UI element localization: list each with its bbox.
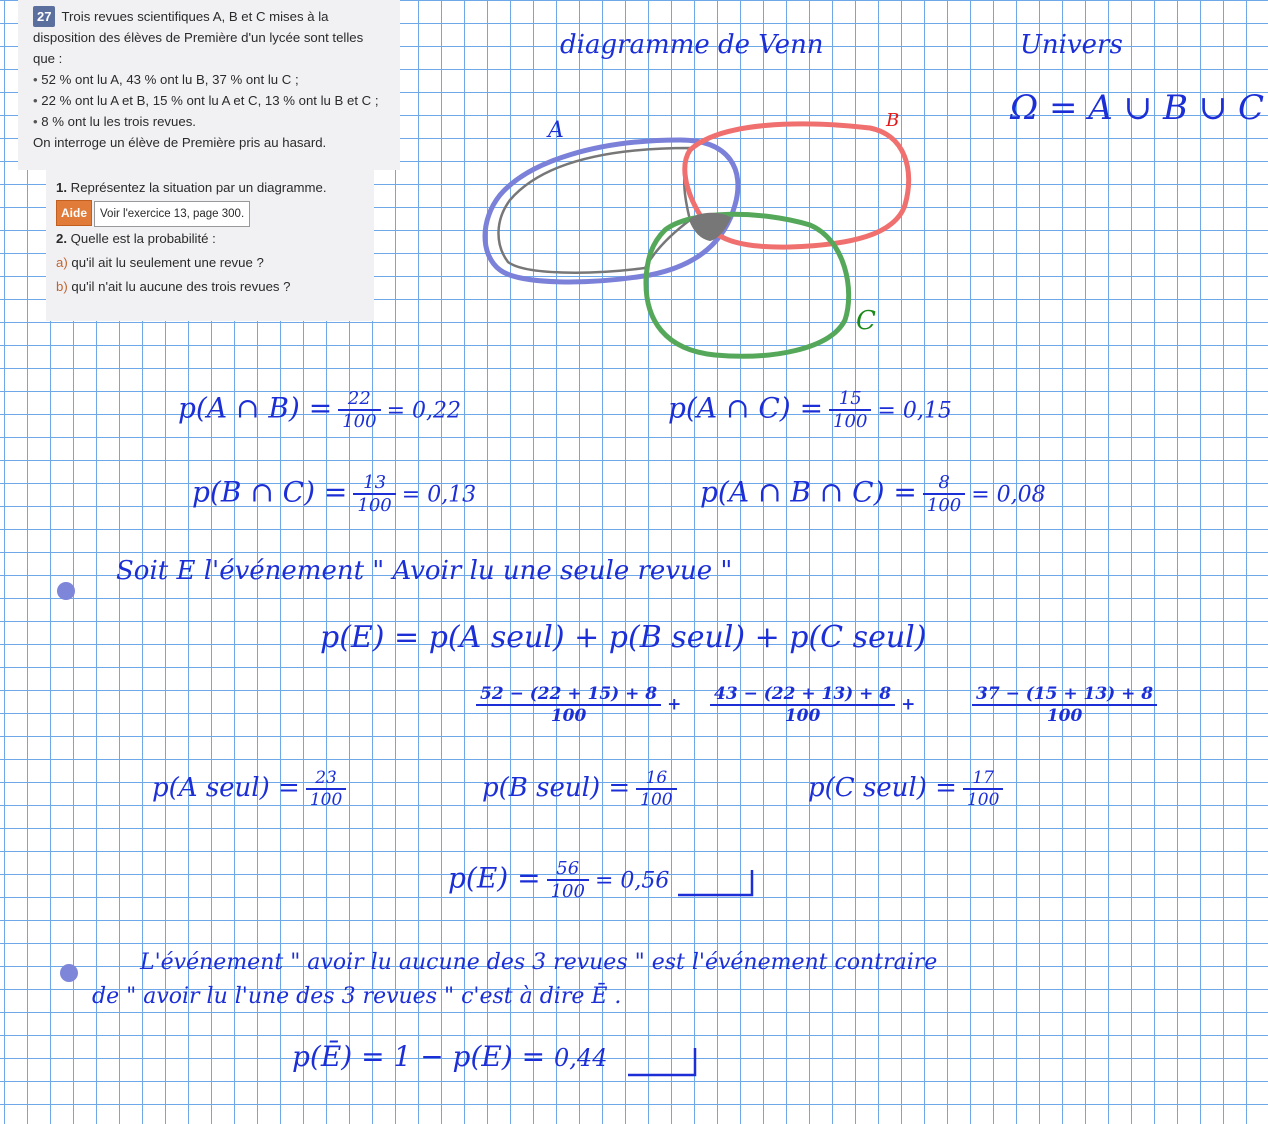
exercise-closing: On interroge un élève de Première pris au hasard. — [33, 135, 327, 150]
result-box-2 — [628, 1048, 695, 1075]
exercise-fact-3: 8 % ont lu les trois revues. — [41, 114, 196, 129]
q2-number: 2. — [56, 231, 67, 246]
set-b-label: B — [886, 110, 900, 131]
p-e-sum: p(E) = p(A seul) + p(B seul) + p(C seul) — [320, 620, 927, 655]
p-a-inter-b: p(A ∩ B) = $\frac{22}{100}$ = 0,22 — [178, 388, 461, 432]
contrary-line-2: de " avoir lu l'une des 3 revues " c'est à dire Ē . — [92, 984, 622, 1009]
set-c-label: C — [856, 306, 876, 336]
universe-label: Univers — [1020, 30, 1123, 60]
result-box-1 — [678, 870, 752, 895]
question-2b: qu'il n'ait lu aucune des trois revues ? — [71, 279, 291, 294]
question-2a: qu'il ait lu seulement une revue ? — [71, 255, 264, 270]
aide-reference: Voir l'exercice 13, page 300. — [94, 201, 250, 227]
term-b-fraction: $\frac{43 - (22 + 13) + 8}{100}$ + — [704, 684, 915, 726]
bullet-icon — [60, 964, 78, 982]
bullet-icon: • — [33, 93, 38, 108]
bullet-icon: • — [33, 114, 38, 129]
set-a-only-region — [498, 148, 690, 273]
q2a-letter: a) — [56, 255, 68, 270]
event-definition: Soit E l'événement " Avoir lu une seule revue " — [116, 556, 733, 586]
aide-badge: Aide — [56, 200, 92, 226]
exercise-fact-2: 22 % ont lu A et B, 15 % ont lu A et C, 13 % ont lu B et C ; — [41, 93, 379, 108]
bullet-icon: • — [33, 72, 38, 87]
set-c-shape — [646, 214, 849, 356]
question-2: Quelle est la probabilité : — [70, 231, 216, 246]
exercise-fact-1: 52 % ont lu A, 43 % ont lu B, 37 % ont lu C ; — [41, 72, 299, 87]
universe-formula: Ω = A ∪ B ∪ C — [1010, 88, 1265, 128]
question-1: Représentez la situation par un diagramme. — [70, 180, 327, 195]
bullet-icon — [57, 582, 75, 600]
exercise-intro-2: disposition des élèves de Première d'un lycée sont telles — [33, 30, 364, 45]
venn-title: diagramme de Venn — [560, 30, 824, 60]
p-a-seul: p(A seul) = $\frac{23}{100}$ — [152, 768, 352, 810]
p-a-inter-b-inter-c: p(A ∩ B ∩ C) = $\frac{8}{100}$ = 0,08 — [700, 472, 1046, 516]
set-a-label: A — [548, 118, 564, 143]
term-c-fraction: $\frac{37 - (15 + 13) + 8}{100}$ — [966, 684, 1163, 726]
exercise-number: 27 — [33, 6, 55, 27]
p-c-seul: p(C seul) = $\frac{17}{100}$ — [808, 768, 1009, 810]
exercise-intro-1: Trois revues scientifiques A, B et C mises à la — [61, 9, 329, 24]
p-b-inter-c: p(B ∩ C) = $\frac{13}{100}$ = 0,13 — [192, 472, 477, 516]
q1-number: 1. — [56, 180, 67, 195]
term-a-fraction: $\frac{52 - (22 + 15) + 8}{100}$ + — [470, 684, 681, 726]
p-e-result: p(E) = $\frac{56}{100}$ = 0,56 — [448, 858, 670, 902]
p-a-inter-c: p(A ∩ C) = $\frac{15}{100}$ = 0,15 — [668, 388, 952, 432]
contrary-line-1: L'événement " avoir lu aucune des 3 revues " est l'événement contraire — [140, 950, 938, 975]
p-b-seul: p(B seul) = $\frac{16}{100}$ — [482, 768, 683, 810]
exercise-intro-3: que : — [33, 51, 63, 66]
q2b-letter: b) — [56, 279, 68, 294]
p-e-bar: p(Ē) = 1 − p(E) = 0,44 — [292, 1040, 608, 1073]
